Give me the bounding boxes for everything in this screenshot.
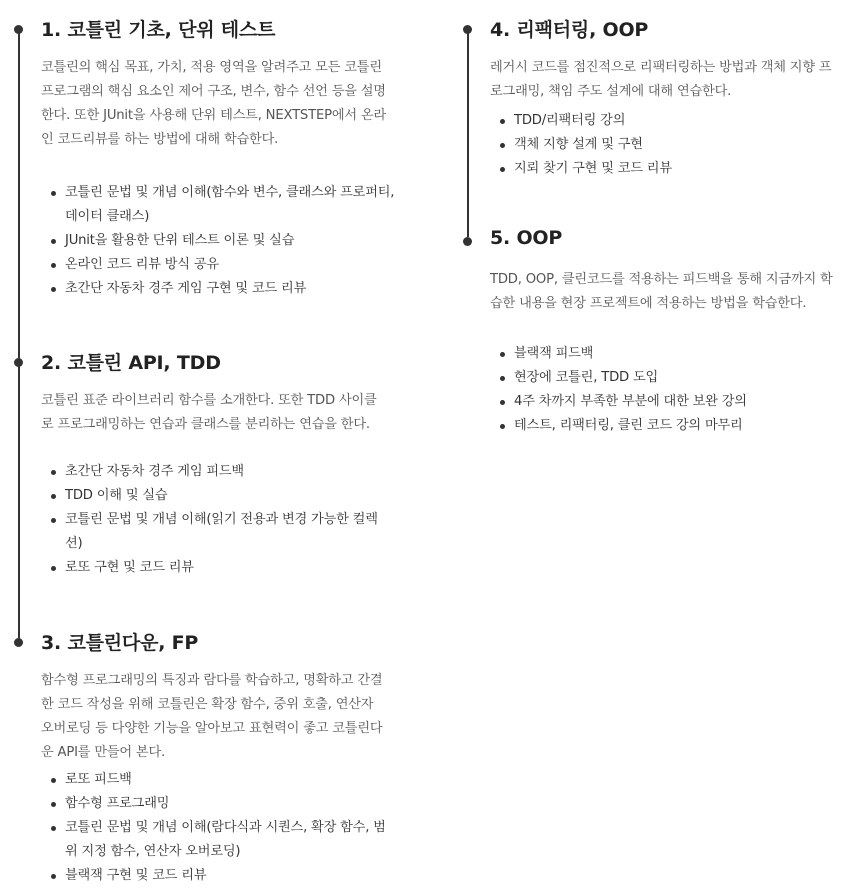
list-item: 블랙잭 구현 및 코드 리뷰 [65,864,395,888]
list-item: 로또 피드백 [65,768,395,792]
timeline-section-4 [449,0,849,210]
list-item: 블랙잭 피드백 [514,342,844,366]
section-title: 2. 코틀린 API, TDD [41,352,221,374]
list-item: 현장에 코틀린, TDD 도입 [514,366,844,390]
section-title: 1. 코틀린 기초, 단위 테스트 [41,19,276,41]
list-item: TDD 이해 및 실습 [65,484,395,508]
section-list [41,460,395,580]
list-item: 코틀린 문법 및 개념 이해(함수와 변수, 클래스와 프로퍼티, 데이터 클래스) [65,181,395,229]
timeline-section-3 [0,613,400,894]
timeline-dot [463,237,472,246]
section-list [490,342,844,438]
list-item: 테스트, 리팩터링, 클린 코드 강의 마무리 [514,414,844,438]
timeline-dot [463,25,472,34]
section-description: 코틀린의 핵심 목표, 가치, 적용 영역을 알려주고 모든 코틀린 프로그램의 핵심 요소인 제어 구조, 변수, 함수 선언 등을 설명한다. 또한 JUnit을 사용해 단위 테스트, NEXTSTEP에서 온라인 코드리뷰를 하는 방법에 대해 학습한다. [41,60,386,147]
section-list [490,109,844,181]
timeline-section-2 [0,333,400,623]
list-item: 코틀린 문법 및 개념 이해(읽기 전용과 변경 가능한 컬렉션) [65,508,395,556]
list-item: 온라인 코드 리뷰 방식 공유 [65,253,395,277]
timeline-section-5 [449,212,849,452]
list-item: 초간단 자동차 경주 게임 구현 및 코드 리뷰 [65,277,395,301]
section-description: 함수형 프로그래밍의 특징과 람다를 학습하고, 명확하고 간결한 코드 작성을 위해 코틀린은 확장 함수, 중위 호출, 연산자 오버로딩 등 다양한 기능을 알아보고 표현력이 좋고 코틀린다운 API를 만들어 본다. [41,673,383,760]
list-item: 함수형 프로그래밍 [65,792,395,816]
section-title: 4. 리팩터링, OOP [490,19,649,41]
list-item: 지뢰 찾기 구현 및 코드 리뷰 [514,157,844,181]
section-list [41,181,395,301]
section-list [41,768,395,888]
list-item: JUnit을 활용한 단위 테스트 이론 및 실습 [65,229,395,253]
list-item: 코틀린 문법 및 개념 이해(람다식과 시퀀스, 확장 함수, 범위 지정 함수, 연산자 오버로딩) [65,816,395,864]
list-item: 초간단 자동차 경주 게임 피드백 [65,460,395,484]
list-item: 로또 구현 및 코드 리뷰 [65,556,395,580]
timeline-dot [14,638,23,647]
section-description: 코틀린 표준 라이브러리 함수를 소개한다. 또한 TDD 사이클로 프로그래밍하는 연습과 클래스를 분리하는 연습을 한다. [41,393,377,432]
section-description: TDD, OOP, 클린코드를 적용하는 피드백을 통해 지금까지 학습한 내용을 현장 프로젝트에 적용하는 방법을 학습한다. [490,272,833,311]
section-description: 레거시 코드를 점진적으로 리팩터링하는 방법과 객체 지향 프로그래밍, 책임 주도 설계에 대해 연습한다. [490,60,832,99]
section-title: 3. 코틀린다운, FP [41,632,199,654]
timeline-dot [14,25,23,34]
section-title: 5. OOP [490,227,563,249]
list-item: 4주 차까지 부족한 부분에 대한 보완 강의 [514,390,844,414]
timeline-dot [14,358,23,367]
list-item: 객체 지향 설계 및 구현 [514,133,844,157]
list-item: TDD/리팩터링 강의 [514,109,844,133]
timeline-section-1 [0,0,400,330]
